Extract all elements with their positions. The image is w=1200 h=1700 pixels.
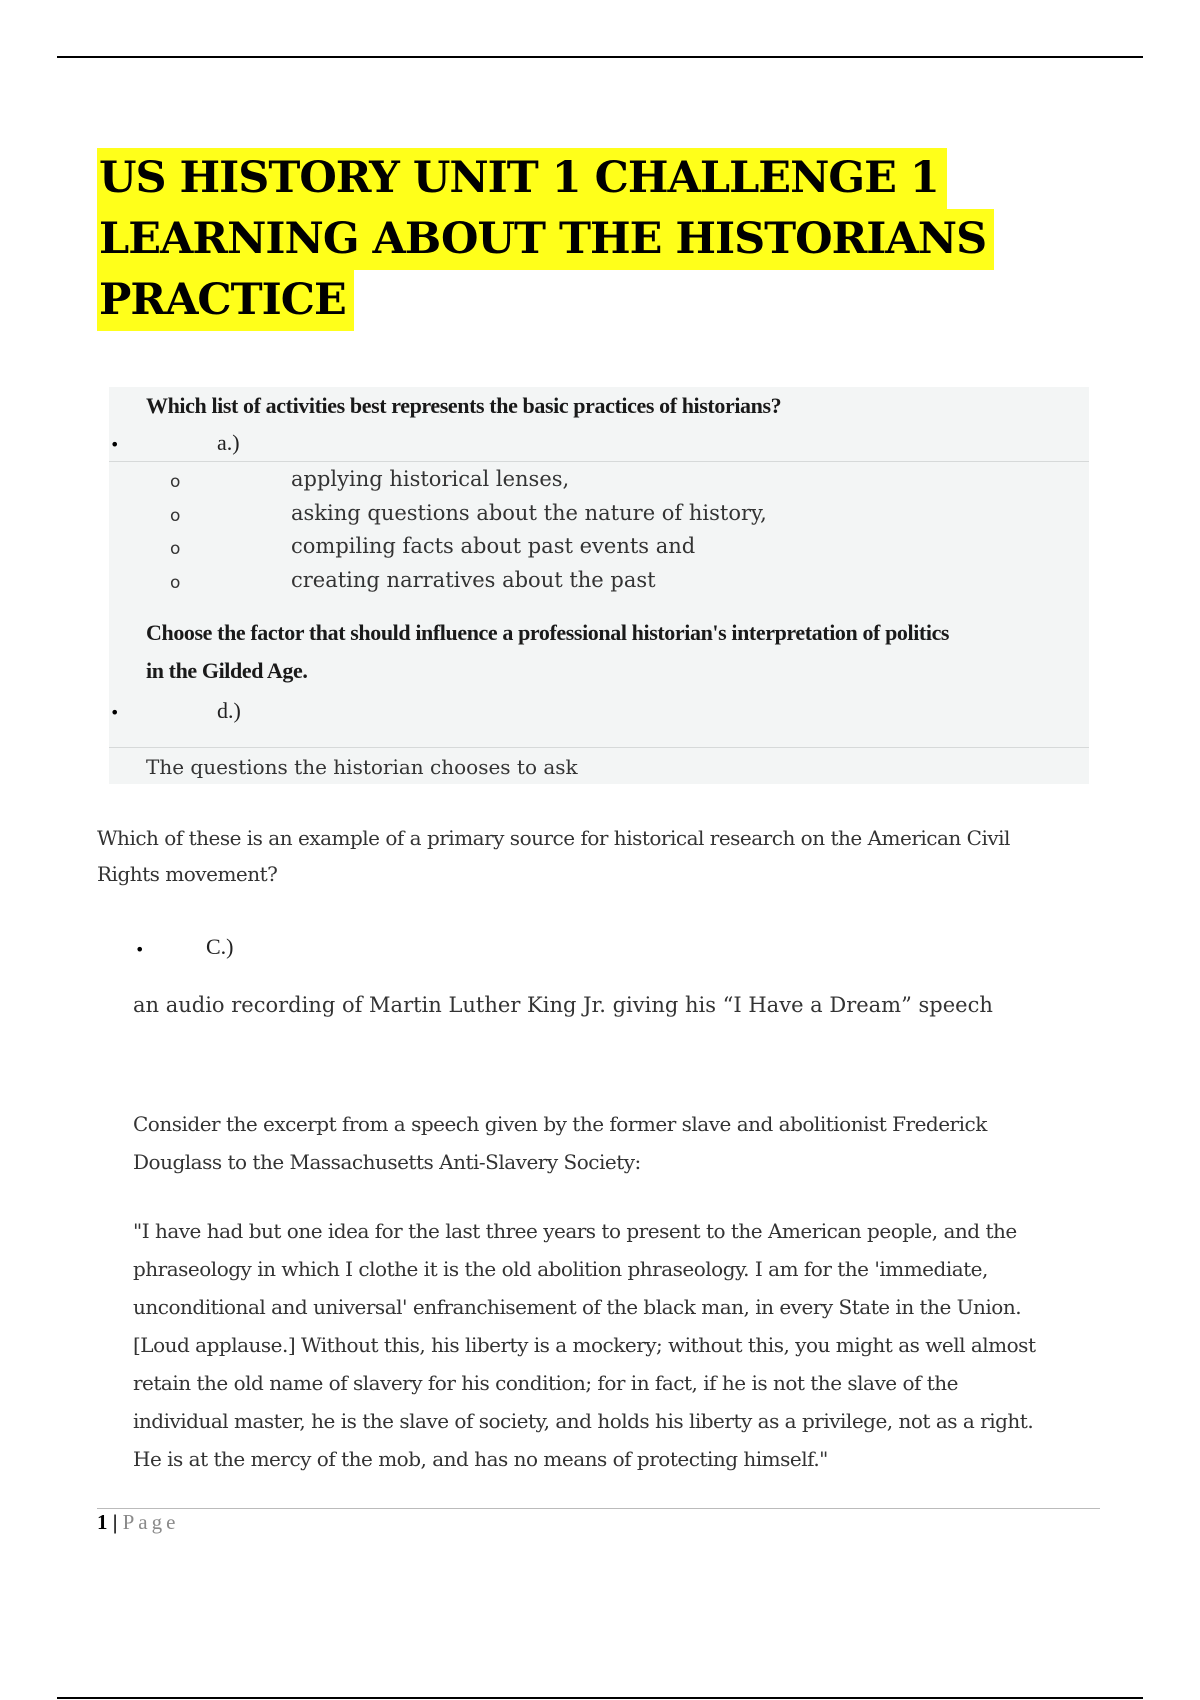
q1-option: creating narratives about the past [291,568,656,592]
q3-question-line-2: Rights movement? [97,862,278,886]
q2-question-line-1: Choose the factor that should influence a professional historian's interpretation of politics [146,620,950,645]
q1-option-marker: o [170,573,181,593]
top-rule [57,56,1143,58]
title-line-3: PRACTICE [97,270,354,331]
bottom-rule [57,1697,1143,1699]
q1-separator [109,461,1089,462]
q1-option-marker: o [170,506,181,526]
page-footer [97,1510,179,1535]
q4-quote [133,1212,1035,1478]
page-title [97,148,997,331]
q1-bullet: • [110,435,120,454]
q1-question: Which list of activities best represents the basic practices of historians? [146,393,782,418]
q4-intro-line-2: Douglass to the Massachusetts Anti-Slavery Society: [133,1150,641,1174]
title-line-1: US HISTORY UNIT 1 CHALLENGE 1 [97,148,947,209]
q1-option-marker: o [170,539,181,559]
q3-bullet: • [135,940,145,959]
q2-question-line-2: in the Gilded Age. [146,658,308,683]
quote-line: "I have had but one idea for the last three years to present to the American people, and the [133,1219,1017,1243]
q3-answer: an audio recording of Martin Luther King Jr. giving his “I Have a Dream” speech [133,993,993,1017]
q2-bullet: • [110,703,120,722]
questions-panel [109,387,1089,784]
q1-option: applying historical lenses, [291,467,570,491]
footer-rule [97,1508,1100,1509]
q3-answer-letter: C.) [206,934,234,959]
footer-separator: | [112,1510,118,1534]
quote-line: [Loud applause.] Without this, his liberty is a mockery; without this, you might as well almost [133,1333,1036,1357]
q1-option-marker: o [170,472,181,492]
q1-option: compiling facts about past events and [291,534,696,558]
q3-question-line-1: Which of these is an example of a primary source for historical research on the American Civil [97,826,1010,850]
quote-line: individual master, he is the slave of society, and holds his liberty as a privilege, not as a right. [133,1409,1034,1433]
page-number: 1 [97,1510,108,1534]
q2-answer-letter: d.) [217,698,241,723]
quote-line: unconditional and universal' enfranchisement of the black man, in every State in the Union. [133,1295,1022,1319]
q4-intro-line-1: Consider the excerpt from a speech given by the former slave and abolitionist Frederick [133,1112,987,1136]
q1-option: asking questions about the nature of history, [291,501,767,525]
quote-line: He is at the mercy of the mob, and has no means of protecting himself." [133,1447,828,1471]
q2-answer: The questions the historian chooses to ask [146,755,578,779]
q1-answer-letter: a.) [217,430,240,455]
title-line-2: LEARNING ABOUT THE HISTORIANS [97,209,994,270]
quote-line: retain the old name of slavery for his condition; for in fact, if he is not the slave of the [133,1371,959,1395]
page-label: Page [122,1510,180,1534]
quote-line: phraseology in which I clothe it is the old abolition phraseology. I am for the 'immediate, [133,1257,988,1281]
